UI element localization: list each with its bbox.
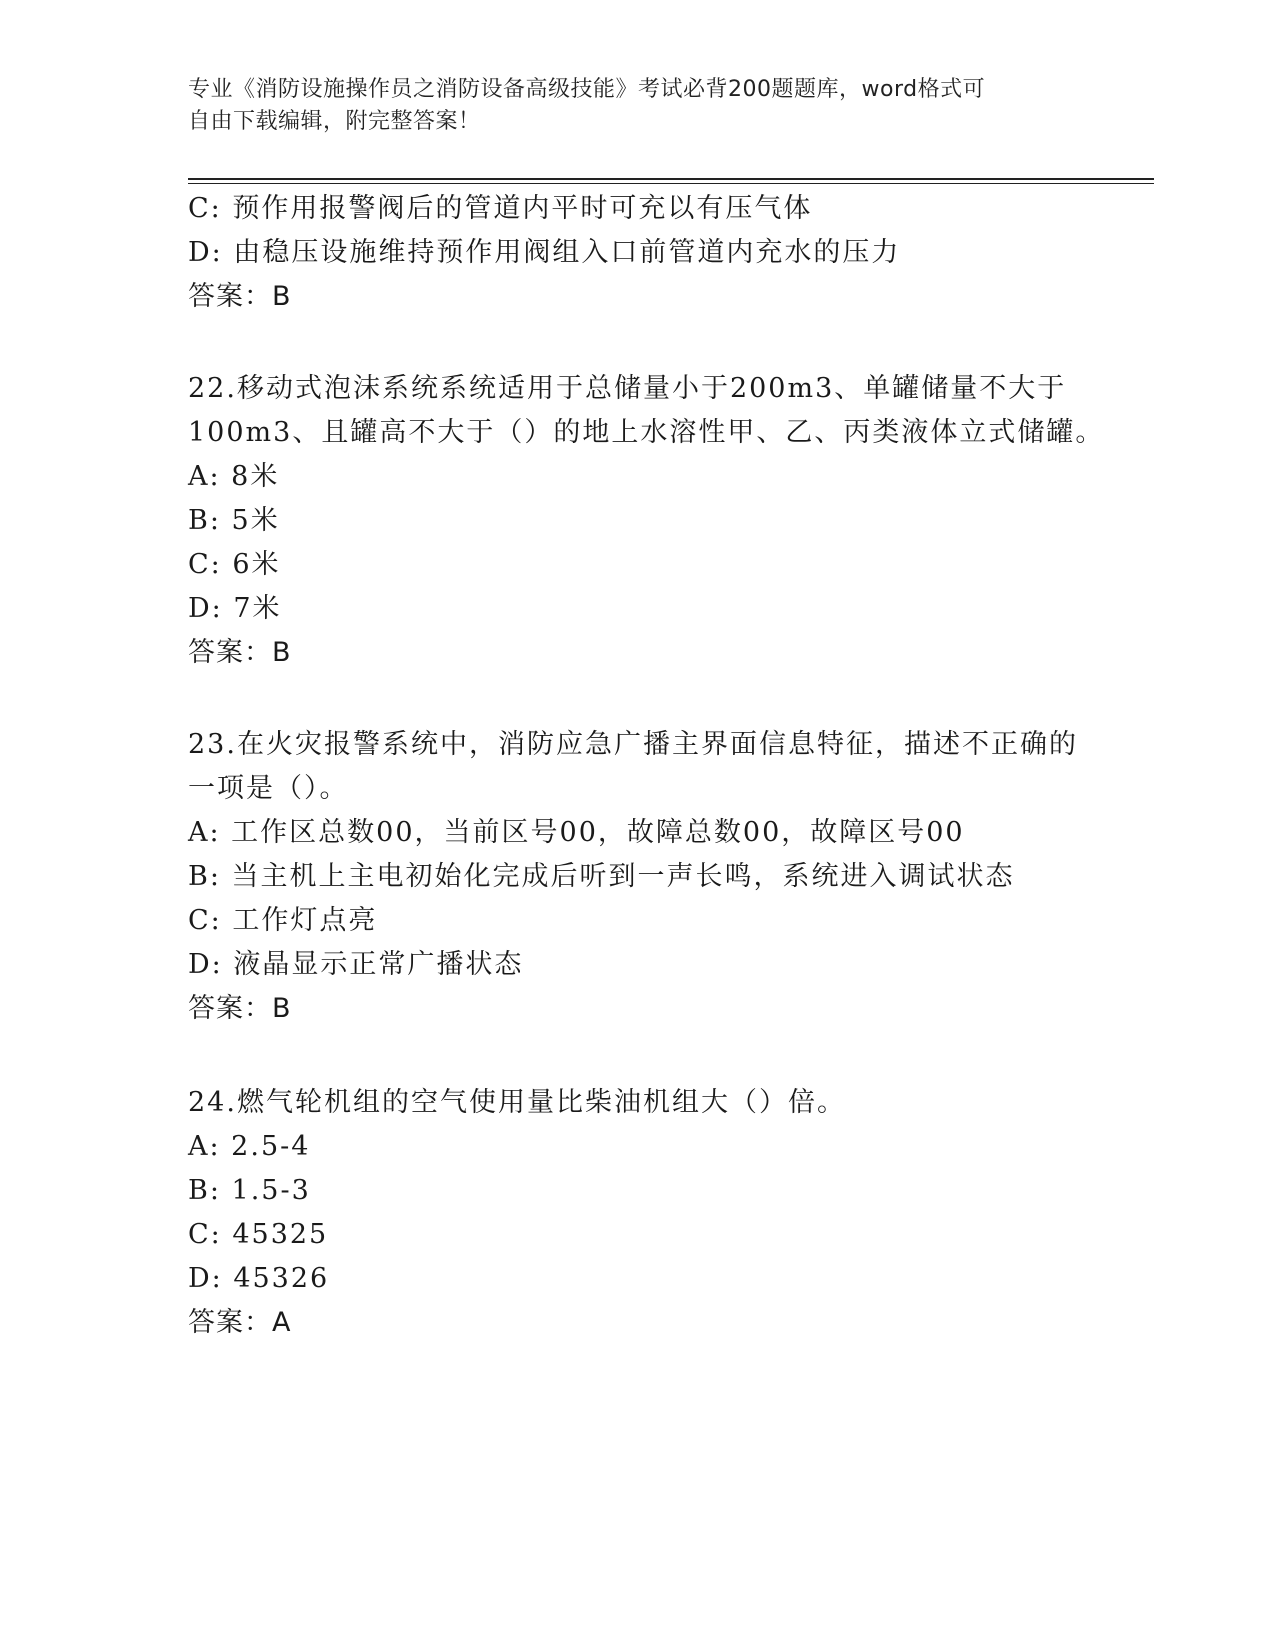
carryover-option-c: C: 预作用报警阀后的管道内平时可充以有压气体 <box>188 193 813 224</box>
question-23-stem-line-1: 23.在火灾报警系统中，消防应急广播主界面信息特征，描述不正确的 <box>188 729 1078 760</box>
question-24-answer: 答案：A <box>188 1307 292 1338</box>
header-line-2: 自由下载编辑，附完整答案！ <box>188 109 481 134</box>
question-23-option-c: C: 工作灯点亮 <box>188 905 378 936</box>
question-23-stem-line-2: 一项是（）。 <box>188 773 349 804</box>
question-22-option-a: A: 8米 <box>188 461 280 492</box>
question-23-answer: 答案：B <box>188 993 292 1024</box>
question-22-option-b: B: 5米 <box>188 505 280 536</box>
question-24-option-c: C: 45325 <box>188 1219 329 1250</box>
header-divider-thin <box>188 183 1154 184</box>
question-24-option-a: A: 2.5-4 <box>188 1131 311 1162</box>
header-divider-thick <box>188 178 1154 180</box>
question-22-stem-line-1: 22.移动式泡沫系统系统适用于总储量小于200m3、单罐储量不大于 <box>188 373 1067 404</box>
question-23-option-b: B: 当主机上主电初始化完成后听到一声长鸣，系统进入调试状态 <box>188 861 1015 892</box>
question-22-answer: 答案：B <box>188 637 292 668</box>
header-line-1: 专业《消防设施操作员之消防设备高级技能》考试必背200题题库，word格式可 <box>188 77 986 102</box>
question-23-option-a: A: 工作区总数00，当前区号00，故障总数00，故障区号00 <box>188 817 965 848</box>
question-22-stem-line-2: 100m3、且罐高不大于（）的地上水溶性甲、乙、丙类液体立式储罐。 <box>188 417 1105 448</box>
carryover-option-d: D: 由稳压设施维持预作用阀组入口前管道内充水的压力 <box>188 237 901 268</box>
question-24-stem: 24.燃气轮机组的空气使用量比柴油机组大（）倍。 <box>188 1087 846 1118</box>
question-23-option-d: D: 液晶显示正常广播状态 <box>188 949 524 980</box>
question-24-option-b: B: 1.5-3 <box>188 1175 311 1206</box>
question-22-option-d: D: 7米 <box>188 593 282 624</box>
question-24-option-d: D: 45326 <box>188 1263 330 1294</box>
question-22-option-c: C: 6米 <box>188 549 281 580</box>
carryover-answer: 答案：B <box>188 281 292 312</box>
document-header <box>188 74 1068 138</box>
